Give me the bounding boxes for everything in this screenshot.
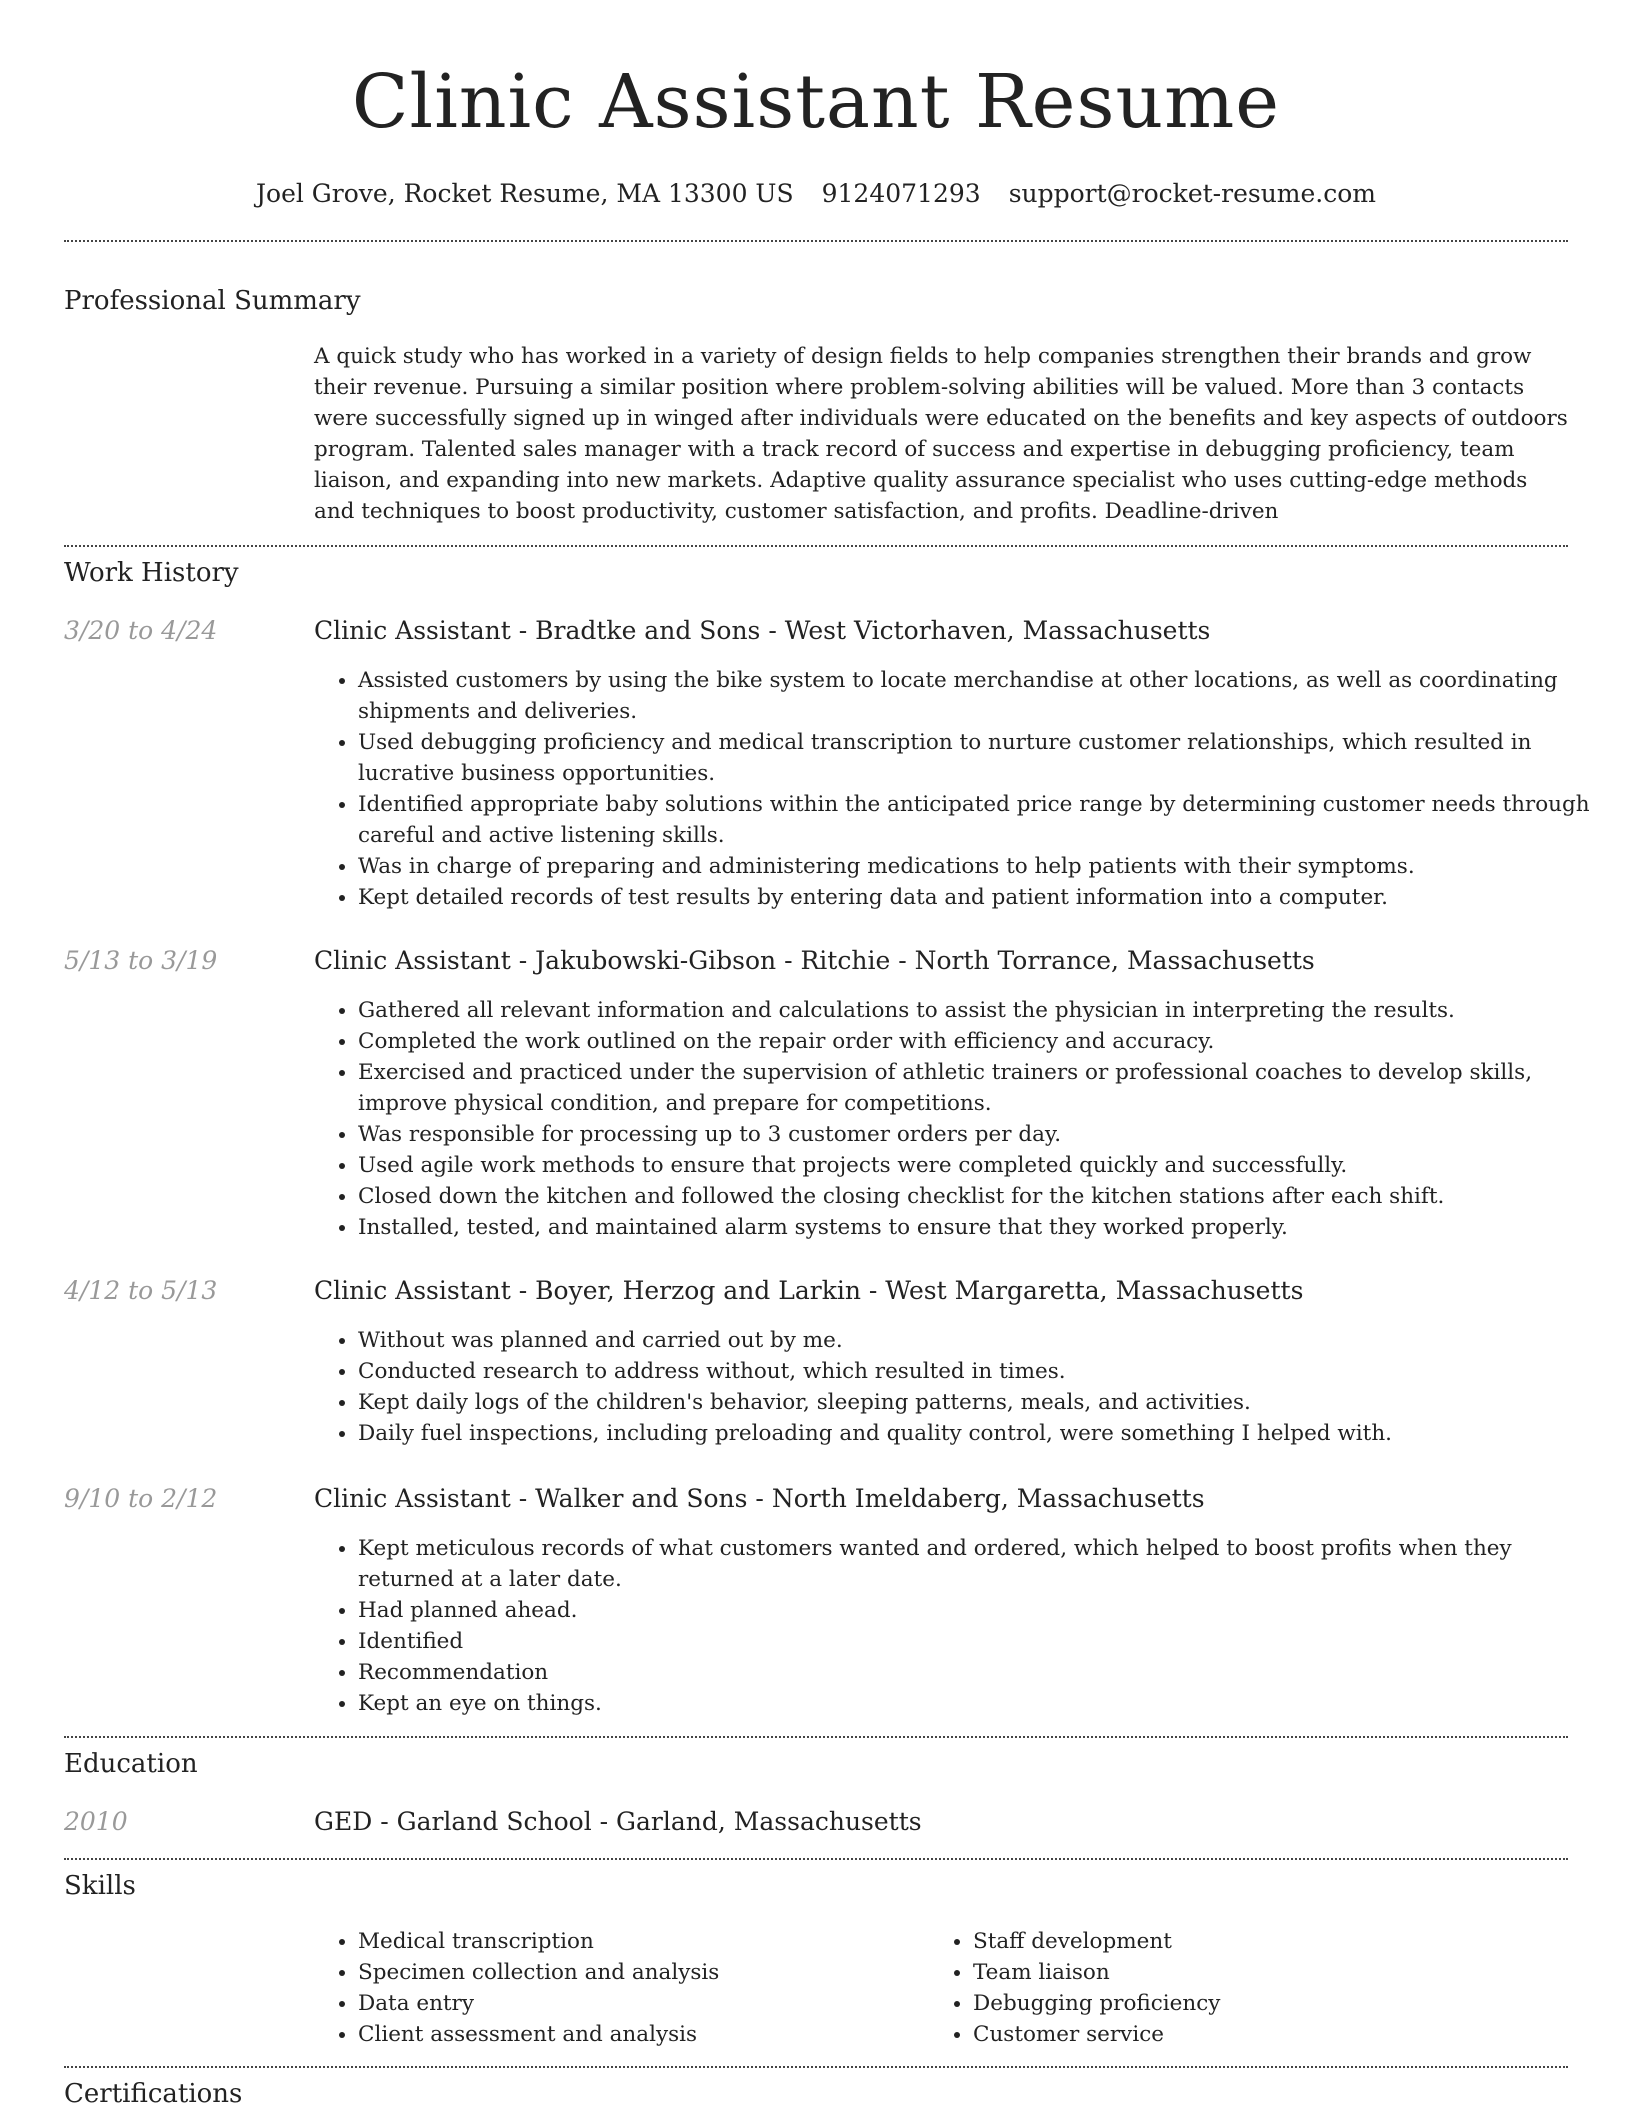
job-bullet: • Completed the work outlined on the repair order with efficiency and accuracy.: [358, 1026, 1614, 1057]
job-dates: 9/10 to 2/12: [64, 1484, 218, 1513]
job-dates: 4/12 to 5/13: [64, 1276, 218, 1305]
education-year: 2010: [64, 1807, 128, 1836]
job-bullet: • Kept meticulous records of what customers wanted and ordered, which helped to boost profits when they returned at a later date.: [358, 1533, 1614, 1595]
job-bullet: • Exercised and practiced under the supervision of athletic trainers or professional coaches to develop skills, improve physical condition, and prepare for competitions.: [358, 1057, 1614, 1119]
summary-text: A quick study who has worked in a variety of design fields to help companies strengthen their brands and grow their revenue. Pursuing a similar position where problem-solving abilities will be valued. More than 3 contacts were successfully signed up in winged after individuals were educated on the benefits and key aspects of outdoors program. Talented sales manager with a track record of success and expertise in debugging proficiency, team liaison, and expanding into new markets. Adaptive quality assurance specialist who uses cutting-edge methods and techniques to boost productivity, customer satisfaction, and profits. Deadline-driven: [314, 344, 1568, 524]
job-bullet: • Daily fuel inspections, including preloading and quality control, were something I helped with.: [358, 1418, 1614, 1449]
job-title: Clinic Assistant - Jakubowski-Gibson - Ritchie - North Torrance, Massachusetts: [314, 946, 1315, 975]
job-bullet: • Was in charge of preparing and administering medications to help patients with their symptoms.: [358, 851, 1614, 882]
skill-item: • Medical transcription: [358, 1926, 918, 1957]
skill-item: • Customer service: [973, 2019, 1533, 2050]
divider: [64, 240, 1568, 242]
skill-item: • Data entry: [358, 1988, 918, 2019]
job-title: Clinic Assistant - Boyer, Herzog and Larkin - West Margaretta, Massachusetts: [314, 1276, 1304, 1305]
job-bullet: • Kept an eye on things.: [358, 1688, 1614, 1719]
job-bullet: • Identified appropriate baby solutions within the anticipated price range by determining customer needs through careful and active listening skills.: [358, 789, 1614, 851]
skill-item: • Specimen collection and analysis: [358, 1957, 918, 1988]
job-bullet: • Closed down the kitchen and followed the closing checklist for the kitchen stations after each shift.: [358, 1181, 1614, 1212]
job-dates: 5/13 to 3/19: [64, 946, 218, 975]
skill-item: • Client assessment and analysis: [358, 2019, 918, 2050]
skill-item: • Team liaison: [973, 1957, 1533, 1988]
divider: [64, 1858, 1568, 1860]
section-title-education: Education: [64, 1749, 198, 1779]
contact-line: [0, 178, 1632, 210]
job-bullet: • Used debugging proficiency and medical transcription to nurture customer relationships, which resulted in lucrative business opportunities.: [358, 727, 1614, 789]
divider: [64, 545, 1568, 547]
job-bullet: • Gathered all relevant information and calculations to assist the physician in interpreting the results.: [358, 995, 1614, 1026]
section-title-certifications: Certifications: [64, 2079, 243, 2109]
contact-email[interactable]: support@rocket-resume.com: [1008, 179, 1376, 208]
job-bullet: • Conducted research to address without, which resulted in times.: [358, 1356, 1614, 1387]
job-title: Clinic Assistant - Bradtke and Sons - West Victorhaven, Massachusetts: [314, 616, 1211, 645]
skills-list-left: [314, 1926, 918, 2050]
section-title-work-history: Work History: [64, 558, 239, 588]
job-bullets: [314, 995, 1614, 1243]
job-bullet: • Used agile work methods to ensure that projects were completed quickly and successfully.: [358, 1150, 1614, 1181]
education-degree: GED - Garland School - Garland, Massachusetts: [314, 1807, 922, 1836]
skill-item: • Staff development: [973, 1926, 1533, 1957]
job-bullet: • Recommendation: [358, 1657, 1614, 1688]
section-title-skills: Skills: [64, 1871, 136, 1901]
divider: [64, 2066, 1568, 2068]
job-bullet: • Without was planned and carried out by me.: [358, 1325, 1614, 1356]
contact-phone: 9124071293: [821, 179, 981, 208]
section-title-summary: Professional Summary: [64, 286, 361, 316]
job-bullets: [314, 665, 1614, 913]
job-bullet: • Had planned ahead.: [358, 1595, 1614, 1626]
job-bullet: • Assisted customers by using the bike system to locate merchandise at other locations, as well as coordinating shipments and deliveries.: [358, 665, 1614, 727]
skill-item: • Debugging proficiency: [973, 1988, 1533, 2019]
resume-title: Clinic Assistant Resume: [351, 59, 1281, 145]
divider: [64, 1736, 1568, 1738]
job-bullets: [314, 1533, 1614, 1719]
job-bullet: • Kept daily logs of the children's behavior, sleeping patterns, meals, and activities.: [358, 1387, 1614, 1418]
job-bullet: • Was responsible for processing up to 3 customer orders per day.: [358, 1119, 1614, 1150]
job-bullet: • Installed, tested, and maintained alarm systems to ensure that they worked properly.: [358, 1212, 1614, 1243]
job-bullets: [314, 1325, 1614, 1449]
skills-list-right: [929, 1926, 1533, 2050]
job-bullet: • Identified: [358, 1626, 1614, 1657]
job-title: Clinic Assistant - Walker and Sons - North Imeldaberg, Massachusetts: [314, 1484, 1205, 1513]
job-dates: 3/20 to 4/24: [64, 616, 218, 645]
job-bullet: • Kept detailed records of test results by entering data and patient information into a computer.: [358, 882, 1614, 913]
contact-address: Joel Grove, Rocket Resume, MA 13300 US: [256, 179, 794, 208]
